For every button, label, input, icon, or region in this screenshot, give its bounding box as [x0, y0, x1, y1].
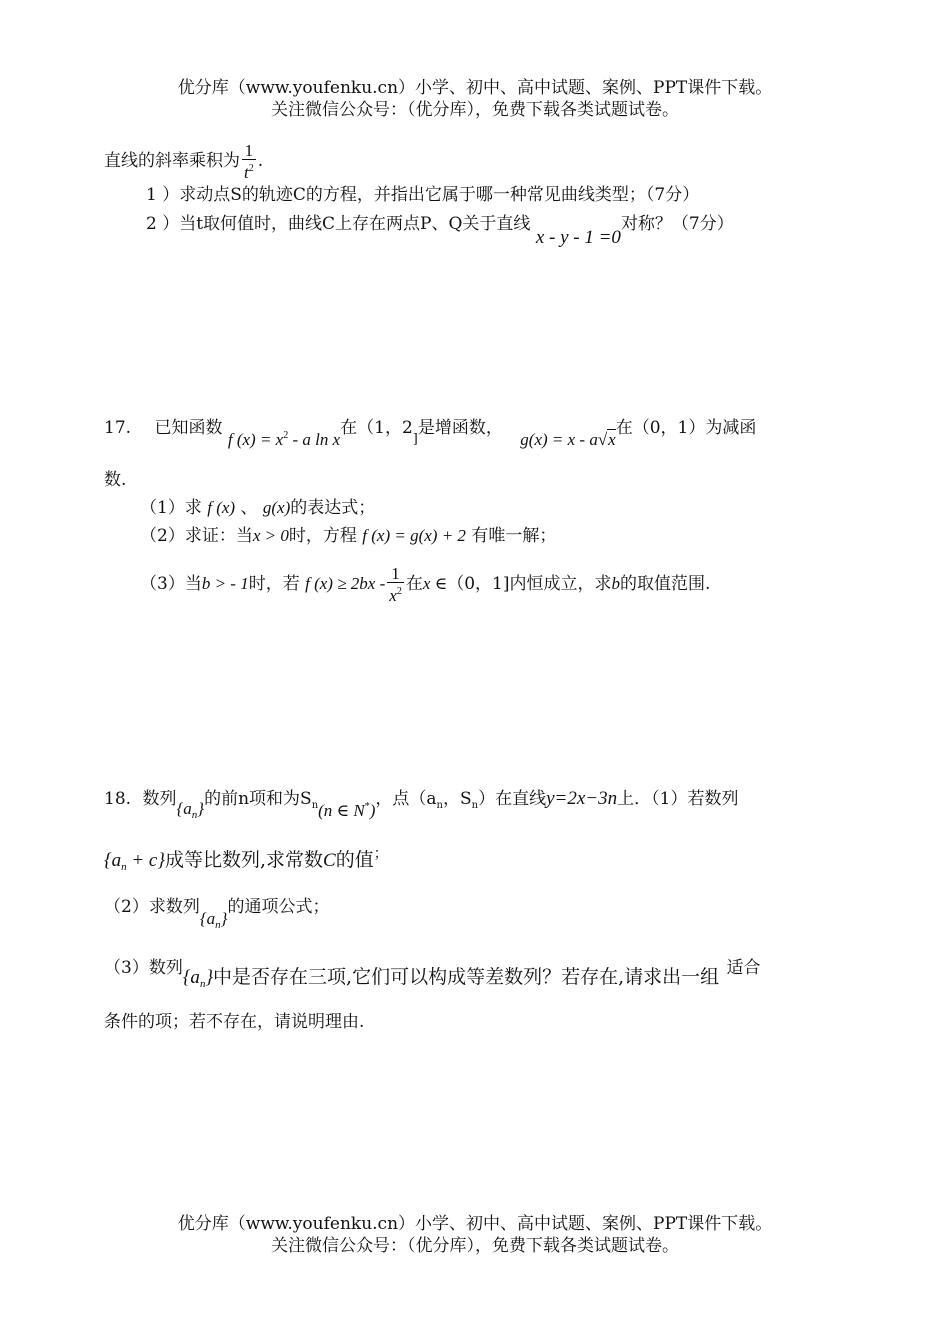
- q18-seq: {a: [176, 799, 192, 818]
- q18-pt-sub1: n: [436, 800, 443, 811]
- q18-p1-seq-a: {a: [104, 850, 122, 871]
- header-line-2: 关注微信公众号：（优分库），免费下载各类试题试卷。: [271, 100, 679, 120]
- q17-p1-c: 的表达式；: [290, 498, 376, 518]
- q18-mid5: 上．（1）若数列: [617, 789, 739, 809]
- q17-p1-f: f (x): [207, 498, 236, 517]
- q18-p2-seq-end: }: [220, 909, 228, 928]
- q18-p3-sub: n: [199, 978, 206, 990]
- q17-f-definition: [228, 430, 340, 449]
- q17-p3-den-exp: 2: [396, 586, 402, 597]
- q16-p2-end: 对称？（7分）: [620, 214, 734, 234]
- q17-p3-ineq: f (x) ≥ 2bx -: [305, 574, 386, 593]
- q17-p3-d: （0，1]内恒成立，求: [447, 574, 612, 594]
- q18-p2-a: （2）求数列: [104, 897, 200, 917]
- q18-s-sub: n: [311, 800, 319, 811]
- q17-wrap: 数.: [104, 470, 127, 490]
- q17-p3-b: 时，若: [248, 574, 300, 594]
- q17-part-1: [140, 496, 375, 520]
- q18-seq-end: }: [197, 799, 205, 818]
- q17-p3-fraction: [387, 565, 404, 604]
- q18-cond-sup: *: [364, 801, 370, 812]
- q17-g-root: x: [608, 430, 616, 449]
- q18-p2-sub: n: [215, 919, 221, 931]
- q18-p2-b: 的通项公式；: [227, 897, 330, 917]
- q17-p2-c: 有唯一解；: [471, 526, 557, 546]
- q18-p1-seq: [104, 850, 165, 871]
- q17-stem: [104, 412, 757, 449]
- q18-p3-c: 适合: [726, 958, 761, 978]
- q18-seq-sub: n: [191, 809, 198, 821]
- q17-g-definition: g(x) = x - a√x: [520, 430, 616, 449]
- q17-p2-cond: x > 0: [252, 526, 289, 545]
- q18-mid4: ）在直线: [478, 789, 547, 809]
- q17-p3-den: x: [389, 586, 397, 605]
- q18-part-3: [104, 955, 761, 990]
- q18-intro: 数列: [142, 789, 177, 809]
- q18-mid2: ，点（a: [375, 789, 437, 809]
- q16-frac-num: 1: [242, 142, 256, 160]
- q16-continuation: [104, 142, 263, 181]
- q16-part-2: [146, 212, 734, 248]
- q17-p2-b: 时，方程: [288, 526, 357, 546]
- q17-p2-eq: f (x) = g(x) + 2: [362, 526, 466, 545]
- q18-p1-c: C: [323, 850, 336, 871]
- q17-p3-cond: b > - 1: [201, 574, 249, 593]
- q17-p2-a: （2）求证：当: [140, 526, 253, 546]
- q16-cont-end: .: [257, 151, 264, 171]
- q18-cond-end: ): [369, 801, 376, 820]
- q17-p1-g: g(x): [262, 498, 291, 517]
- q16-frac-den-exp: 2: [248, 163, 254, 174]
- q17-interval-bracket: ]: [412, 432, 418, 447]
- q18-cond: (n ∈ N: [318, 801, 365, 820]
- q18-mid3: ，S: [443, 789, 472, 809]
- q18-p1-semicolon: ；: [373, 846, 388, 862]
- q16-p2-text: 2 ）当t取何值时，曲线C上存在两点P、Q关于直线: [146, 214, 531, 234]
- q18-p1-sub: n: [121, 861, 127, 873]
- q18-p2-seq: [199, 909, 228, 931]
- q17-p3-e: 的取值范围.: [619, 574, 711, 594]
- q16-line-equation: x - y - 1 =0: [535, 227, 621, 248]
- q17-intro: 已知函数: [154, 418, 223, 438]
- q18-p3-seq-a: {a: [182, 967, 200, 988]
- q18-part-2: [104, 895, 330, 931]
- q18-p1-end: 的值: [335, 849, 374, 871]
- header-line-1: 优分库（www.youfenku.cn）小学、初中、高中试题、案例、PPT课件下载。: [177, 78, 773, 98]
- q18-part-1: [104, 848, 388, 879]
- q18-stem: [104, 783, 739, 821]
- q17-p1-b: 、: [240, 498, 258, 518]
- q17-part-2: [140, 524, 556, 548]
- q17-p3-a: （3）当: [140, 574, 202, 594]
- q18-p3-b: 中是否存在三项,它们可以构成等差数列？若存在,请求出一组: [213, 966, 720, 988]
- q17-stem-end: 在（0，1）为减函: [615, 418, 757, 438]
- q17-f-exp: 2: [283, 430, 289, 441]
- footer-line-1: 优分库（www.youfenku.cn）小学、初中、高中试题、案例、PPT课件下载。: [177, 1214, 773, 1234]
- q17-p3-x: x ∈: [422, 574, 448, 593]
- q18-p1-text: 成等比数列,求常数: [164, 849, 324, 871]
- q17-g-base: g(x) = x - a: [520, 430, 598, 449]
- q17-p3-num: 1: [387, 565, 404, 583]
- q16-cont-text: 直线的斜率乘积为: [104, 151, 240, 171]
- q18-p3-seq-end: }: [205, 967, 214, 988]
- q17-p3-b2: b: [611, 574, 620, 593]
- q18-mid1: 的前n项和为S: [204, 789, 312, 809]
- q16-slope-fraction: [242, 142, 256, 181]
- q17-increasing: 是增函数，: [417, 418, 503, 438]
- q17-number: 17.: [104, 418, 132, 438]
- q18-wrap: 条件的项；若不存在，请说明理由.: [104, 1012, 365, 1032]
- q17-part-3: [140, 565, 710, 604]
- q16-part-1: 1 ）求动点S的轨迹C的方程，并指出它属于哪一种常见曲线类型；（7分）: [146, 185, 700, 205]
- footer-line-2: 关注微信公众号：（优分库），免费下载各类试题试卷。: [271, 1236, 679, 1256]
- q18-pt-sub2: n: [471, 800, 479, 811]
- q17-f-rest: - a ln x: [288, 430, 341, 449]
- q18-line-eq: y=2x−3n: [546, 788, 618, 809]
- q18-p2-seq-a: {a: [199, 909, 216, 928]
- q18-p3-a: （3）数列: [104, 958, 183, 978]
- q18-p1-seq-end: + c}: [126, 850, 165, 871]
- q18-number: 18.: [104, 789, 132, 809]
- q16-frac-den: t: [244, 163, 249, 182]
- q17-p3-c: 在: [405, 574, 423, 594]
- q17-p1-a: （1）求: [140, 498, 202, 518]
- q18-condition: [318, 801, 375, 820]
- q17-f-base: f (x) = x: [227, 430, 284, 449]
- q18-p3-seq: [183, 967, 213, 988]
- q18-sequence: [176, 799, 205, 821]
- q17-interval-1: 在（1，2: [340, 418, 413, 438]
